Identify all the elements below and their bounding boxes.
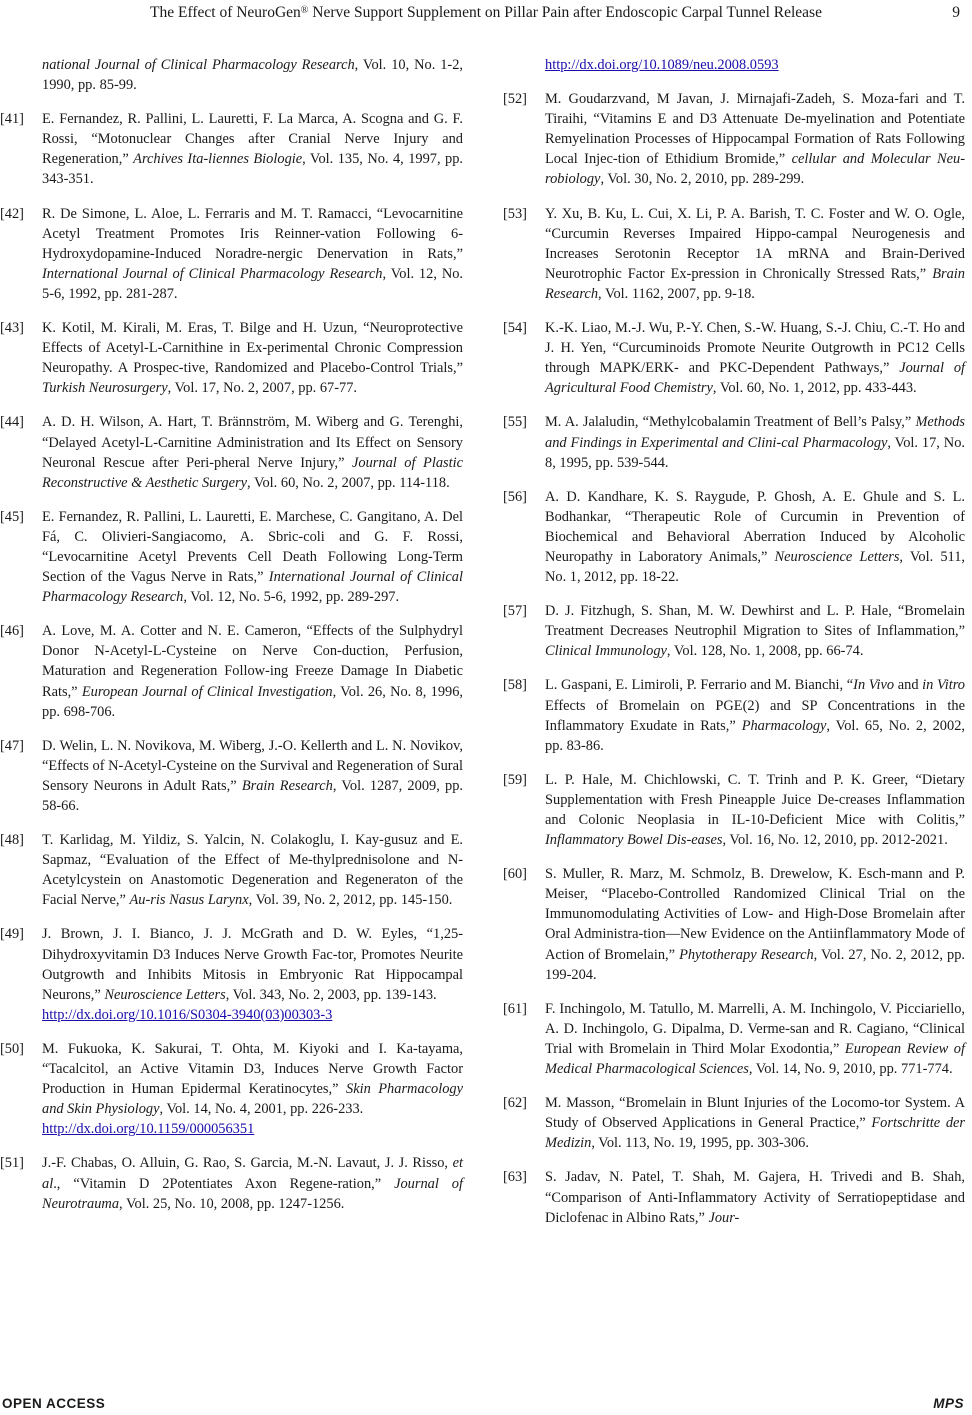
- reference-source: Journal of Neurotrauma: [42, 1175, 463, 1212]
- reference-text: , Vol. 25, No. 10, 2008, pp. 1247-1256.: [119, 1195, 345, 1212]
- page-footer: [0, 1396, 972, 1414]
- reference-number: [59]: [503, 771, 527, 788]
- reference-source: et al: [42, 1155, 463, 1192]
- reference-text: and: [894, 677, 923, 694]
- reference-text: A. D. Kandhare, K. S. Raygude, P. Ghosh, A. E. Ghule and S. L. Bodhankar, “Therapeutic Role of Curcumin in Prevention of Biochemical and Behavioral Aberration Induced by Alcoholic Neuropathy in Laboratory Animals,”: [545, 488, 965, 565]
- reference-entry: [503, 770, 965, 850]
- reference-entry: [0, 1039, 463, 1139]
- running-title: [0, 3, 972, 23]
- reference-number: [55]: [503, 414, 527, 431]
- reference-entry: [503, 1167, 965, 1227]
- reference-source: Journal of Plastic Reconstructive & Aesthetic Surgery: [42, 454, 464, 491]
- reference-text: , Vol. 16, No. 12, 2010, pp. 2012-2021.: [722, 832, 948, 849]
- reference-number: [57]: [503, 603, 527, 620]
- reference-source: Brain Research: [241, 777, 333, 794]
- reference-number: [44]: [0, 414, 24, 431]
- reference-source: Methods and Findings in Experimental and Clini-cal Pharmacology: [545, 414, 965, 451]
- reference-number: [45]: [0, 508, 24, 525]
- reference-source: Brain Research: [545, 265, 965, 302]
- reference-text: D. J. Fitzhugh, S. Shan, M. W. Dewhirst and L. P. Hale, “Bromelain Treatment Decreases Neutrophil Migration to Sites of Inflammation,”: [545, 603, 965, 640]
- reference-entry: [0, 621, 463, 721]
- reference-number: [47]: [0, 737, 24, 754]
- reference-text: , Vol. 12, No. 5-6, 1992, pp. 281-287.: [42, 265, 464, 302]
- right-reference-column: [503, 55, 965, 1242]
- reference-source: International Journal of Clinical Pharmacology Research: [42, 265, 383, 282]
- reference-source: national Journal of Clinical Pharmacology Research: [42, 57, 355, 73]
- reference-entry: [503, 864, 965, 985]
- doi-link[interactable]: http://dx.doi.org/10.1016/S0304-3940(03)00303-3: [42, 1006, 333, 1023]
- reference-text: A. Love, M. A. Cotter and N. E. Cameron, “Effects of the Sulphydryl Donor N-Acetyl-L-Cysteine on Nerve Con-duction, Perfusion, Maturation and Regeneration Follow-ing Freeze Damage In Diabetic Rats,”: [42, 623, 463, 700]
- reference-source: Journal of Agricultural Food Chemistry: [545, 360, 966, 397]
- reference-text: ., “Vitamin D 2Potentiates Axon Regene-ration,”: [53, 1175, 395, 1192]
- reference-source: Skin Pharmacology and Skin Physiology: [42, 1081, 463, 1118]
- reference-number: [62]: [503, 1095, 527, 1112]
- reference-text: , Vol. 10, No. 1-2, 1990, pp. 85-99.: [42, 57, 463, 94]
- reference-text: , Vol. 17, No. 8, 1995, pp. 539-544.: [545, 434, 965, 471]
- reference-text: , Vol. 511, No. 1, 2012, pp. 18-22.: [545, 548, 965, 586]
- reference-text: , Vol. 30, No. 2, 2010, pp. 289-299.: [600, 171, 805, 188]
- reference-entry: [503, 55, 965, 75]
- reference-text: , Vol. 113, No. 19, 1995, pp. 303-306.: [591, 1135, 809, 1152]
- reference-text: , Vol. 60, No. 2, 2007, pp. 114-118.: [247, 474, 450, 491]
- reference-number: [52]: [503, 91, 527, 108]
- reference-entry: [503, 412, 965, 472]
- reference-text: S. Jadav, N. Patel, T. Shah, M. Gajera, H. Trivedi and B. Shah, “Comparison of Anti-Inflammatory Activity of Serratiopeptidase and Diclofenac in Albino Rats,”: [545, 1169, 965, 1226]
- reference-entry: [0, 109, 463, 189]
- reference-entry: [0, 55, 463, 95]
- reference-text: J.-F. Chabas, O. Alluin, G. Rao, S. Garcia, M.-N. Lavaut, J. J. Risso,: [42, 1155, 453, 1172]
- reference-source: Pharmacology: [741, 717, 827, 734]
- reference-text: F. Inchingolo, M. Tatullo, M. Marrelli, A. M. Inchingolo, V. Picciariello, A. D. Inchingolo, G. Dipalma, D. Verme-san and R. Cagiano, “Clinical Trial with Bromelain in Third Molar Exodontia,”: [545, 1000, 965, 1057]
- reference-number: [42]: [0, 205, 24, 222]
- open-access-label: OPEN ACCESS: [2, 1396, 106, 1411]
- reference-text: S. Muller, R. Marz, M. Schmolz, B. Drewelow, K. Esch-mann and P. Meiser, “Placebo-Controlled Randomized Clinical Trial on the Immunomodulating Activities of Low- and High-Dose Bromelain after Oral Administra-tion—New Evidence on the Antiinflammatory Mode of Action of Bromelain,”: [545, 866, 965, 963]
- reference-text: K.-K. Liao, M.-J. Wu, P.-Y. Chen, S.-W. Huang, S.-J. Chiu, C.-T. Ho and J. H. Yen, “Curcuminoids Promote Neurite Outgrowth in PC12 Cells through MAPK/ERK- and PKC-Dependent Pathways,”: [545, 320, 965, 377]
- journal-abbrev: MPS: [933, 1396, 964, 1411]
- reference-text: , Vol. 1162, 2007, pp. 9-18.: [598, 285, 755, 302]
- reference-source: Au-ris Nasus Larynx: [129, 892, 249, 909]
- reference-text: J. Brown, J. I. Bianco, J. J. McGrath and D. W. Eyles, “1,25-Dihydroxyvitamin D3 Induces Nerve Growth Fac-tor, Promotes Neurite Outgrowth and Inhibits Mitosis in Embryonic Rat Hippocampal Neurons,”: [42, 926, 463, 1003]
- reference-text: E. Fernandez, R. Pallini, L. Lauretti, F. La Marca, A. Scogna and G. F. Rossi, “Motonuclear Changes after Cranial Nerve Injury and Regeneration,”: [42, 111, 463, 168]
- reference-number: [54]: [503, 320, 527, 337]
- reference-number: [43]: [0, 320, 24, 337]
- reference-entry: [0, 736, 463, 816]
- reference-text: , Vol. 60, No. 1, 2012, pp. 433-443.: [712, 380, 917, 397]
- reference-source: European Journal of Clinical Investigation: [81, 683, 333, 700]
- reference-text: L. P. Hale, M. Chichlowski, C. T. Trinh and P. K. Greer, “Dietary Supplementation with Fresh Pineapple Juice De-creases Inflammation and Colonic Neoplasia in IL-10-Deficient Mice with Colitis,”: [545, 771, 965, 828]
- doi-link[interactable]: http://dx.doi.org/10.1089/neu.2008.0593: [545, 57, 779, 73]
- reference-source: Neuroscience Letters: [774, 548, 900, 565]
- reference-number: [46]: [0, 623, 24, 640]
- reference-text: E. Fernandez, R. Pallini, L. Lauretti, E. Marchese, C. Gangitano, A. Del Fá, C. Olivieri-Sangiacomo, A. Sbric-coli and G. F. Rossi, “Levocarnitine Acetyl Prevents Cell Death Following Long-Term Section of the Vagus Nerve in Rats,”: [42, 508, 463, 586]
- reference-text: , Vol. 17, No. 2, 2007, pp. 67-77.: [167, 380, 358, 397]
- reference-entry: [503, 675, 965, 755]
- reference-entry: [0, 412, 463, 492]
- reference-number: [49]: [0, 926, 24, 943]
- reference-number: [58]: [503, 677, 527, 694]
- reference-number: [63]: [503, 1169, 527, 1186]
- registered-mark: ®: [300, 5, 309, 16]
- running-header: [0, 3, 972, 25]
- reference-source: Turkish Neurosurgery: [42, 380, 168, 397]
- reference-number: [56]: [503, 488, 527, 505]
- reference-entry: [503, 487, 965, 587]
- reference-entry: [503, 318, 965, 398]
- reference-text: , Vol. 27, No. 2, 2012, pp. 199-204.: [545, 946, 965, 983]
- reference-source: Archives Ita-liennes Biologie: [133, 151, 303, 168]
- reference-source: Jour-: [708, 1209, 740, 1226]
- reference-source: Phytotherapy Research: [679, 946, 814, 963]
- reference-text: Y. Xu, B. Ku, L. Cui, X. Li, P. A. Barish, T. C. Foster and W. O. Ogle, “Curcumin Reverses Impaired Hippo-campal Neurogenesis and Increases Serotonin Receptor 1A mRNA and Brain-Derived Neurotrophic Factor Ex-pression in Chronically Stressed Rats,”: [545, 205, 965, 282]
- reference-text: , Vol. 65, No. 2, 2002, pp. 83-86.: [545, 717, 965, 754]
- reference-entry: [0, 830, 463, 910]
- reference-text: , Vol. 343, No. 2, 2003, pp. 139-143.: [225, 986, 437, 1003]
- reference-source: Neuroscience Letters: [104, 986, 226, 1003]
- running-title-pre: The Effect of NeuroGen: [150, 4, 301, 21]
- reference-text: , Vol. 14, No. 4, 2001, pp. 226-233.: [159, 1101, 364, 1118]
- reference-number: [51]: [0, 1155, 24, 1172]
- left-reference-column: [0, 55, 463, 1228]
- reference-text: , Vol. 14, No. 9, 2010, pp. 771-774.: [748, 1061, 953, 1078]
- reference-number: [48]: [0, 832, 24, 849]
- reference-text: M. A. Jalaludin, “Methylcobalamin Treatment of Bell’s Palsy,”: [545, 414, 916, 431]
- doi-link[interactable]: http://dx.doi.org/10.1159/000056351: [42, 1121, 255, 1138]
- reference-text: A. D. H. Wilson, A. Hart, T. Brännström, M. Wiberg and G. Terenghi, “Delayed Acetyl-L-Carnitine Administration and Its Effect on Sensory Neuronal Rescue after Peri-pheral Nerve Injury,”: [42, 414, 463, 471]
- reference-entry: [503, 999, 965, 1079]
- reference-text: M. Masson, “Bromelain in Blunt Injuries of the Locomo-tor System. A Study of Observed Applications in General Practice,”: [545, 1095, 965, 1132]
- reference-text: R. De Simone, L. Aloe, L. Ferraris and M. T. Ramacci, “Levocarnitine Acetyl Treatment Promotes Iris Reinner-vation Following 6-Hydroxydopamine-Induced Noradre-nergic Denervation in Rats,”: [42, 205, 463, 262]
- reference-text: , Vol. 135, No. 4, 1997, pp. 343-351.: [42, 151, 463, 188]
- reference-source: International Journal of Clinical Pharmacology Research: [42, 569, 463, 606]
- reference-source: European Review of Medical Pharmacological Sciences: [545, 1040, 965, 1078]
- reference-text: L. Gaspani, E. Limiroli, P. Ferrario and M. Bianchi, “: [545, 677, 854, 694]
- reference-text: M. Fukuoka, K. Sakurai, T. Ohta, M. Kiyoki and I. Ka-tayama, “Tacalcitol, an Active Vitamin D3, Induces Nerve Growth Factor Production in Human Epidermal Keratinocytes,”: [42, 1040, 463, 1098]
- page-number: 9: [952, 4, 960, 21]
- reference-source: cellular and Molecular Neu-robiology: [545, 151, 965, 188]
- reference-number: [41]: [0, 111, 24, 128]
- reference-source: in Vitro: [922, 677, 965, 694]
- reference-entry: [0, 318, 463, 398]
- running-title-post: Nerve Support Supplement on Pillar Pain after Endoscopic Carpal Tunnel Release: [308, 4, 822, 21]
- reference-text: K. Kotil, M. Kirali, M. Eras, T. Bilge and H. Uzun, “Neuroprotective Effects of Acetyl-L-Carnithine in Ex-perimental Chronic Compression Neuropathy. A Prospec-tive, Randomized and Placebo-Control Trials,”: [42, 320, 463, 377]
- reference-entry: [0, 204, 463, 304]
- reference-source: Fortschritte der Medizin: [545, 1115, 965, 1152]
- reference-entry: [503, 89, 965, 189]
- reference-text: M. Goudarzvand, M Javan, J. Mirnajafi-Zadeh, S. Moza-fari and T. Tiraihi, “Vitamins E and D3 Attenuate De-myelination and Potentiate Remyelination Processes of Hippocampal Formation of Rats Following Local Injec-tion of Ethidium Bromide,”: [545, 91, 965, 168]
- reference-entry: [0, 507, 463, 607]
- reference-text: Effects of Bromelain on PGE(2) and SP Concentrations in the Inflammatory Exudate in Rats,”: [545, 697, 965, 734]
- reference-text: , Vol. 128, No. 1, 2008, pp. 66-74.: [666, 643, 864, 660]
- reference-entry: [0, 924, 463, 1024]
- reference-number: [50]: [0, 1040, 24, 1057]
- reference-number: [60]: [503, 866, 527, 883]
- reference-source: In Vivo: [853, 677, 895, 694]
- reference-entry: [503, 601, 965, 661]
- reference-source: Clinical Immunology: [545, 643, 667, 660]
- reference-text: , Vol. 26, No. 8, 1996, pp. 698-706.: [42, 683, 463, 720]
- reference-text: D. Welin, L. N. Novikova, M. Wiberg, J.-O. Kellerth and L. N. Novikov, “Effects of N-Acetyl-Cysteine on the Survival and Regeneration of Sural Sensory Neurons in Adult Rats,”: [42, 737, 463, 794]
- reference-number: [61]: [503, 1000, 527, 1017]
- reference-entry: [503, 204, 965, 304]
- reference-text: , Vol. 1287, 2009, pp. 58-66.: [42, 777, 463, 814]
- reference-number: [53]: [503, 205, 527, 222]
- reference-entry: [503, 1093, 965, 1153]
- reference-text: , Vol. 39, No. 2, 2012, pp. 145-150.: [248, 892, 453, 909]
- reference-source: Inflammatory Bowel Dis-eases: [545, 832, 723, 849]
- reference-text: , Vol. 12, No. 5-6, 1992, pp. 289-297.: [183, 589, 400, 606]
- reference-entry: [0, 1153, 463, 1213]
- reference-text: T. Karlidag, M. Yildiz, S. Yalcin, N. Colakoglu, I. Kay-gusuz and E. Sapmaz, “Evaluation of the Effect of Me-thylprednisolone and N-Acetylcystein on Anastomotic Degeneration and Regeneraton of the Facial Nerve,”: [42, 832, 463, 909]
